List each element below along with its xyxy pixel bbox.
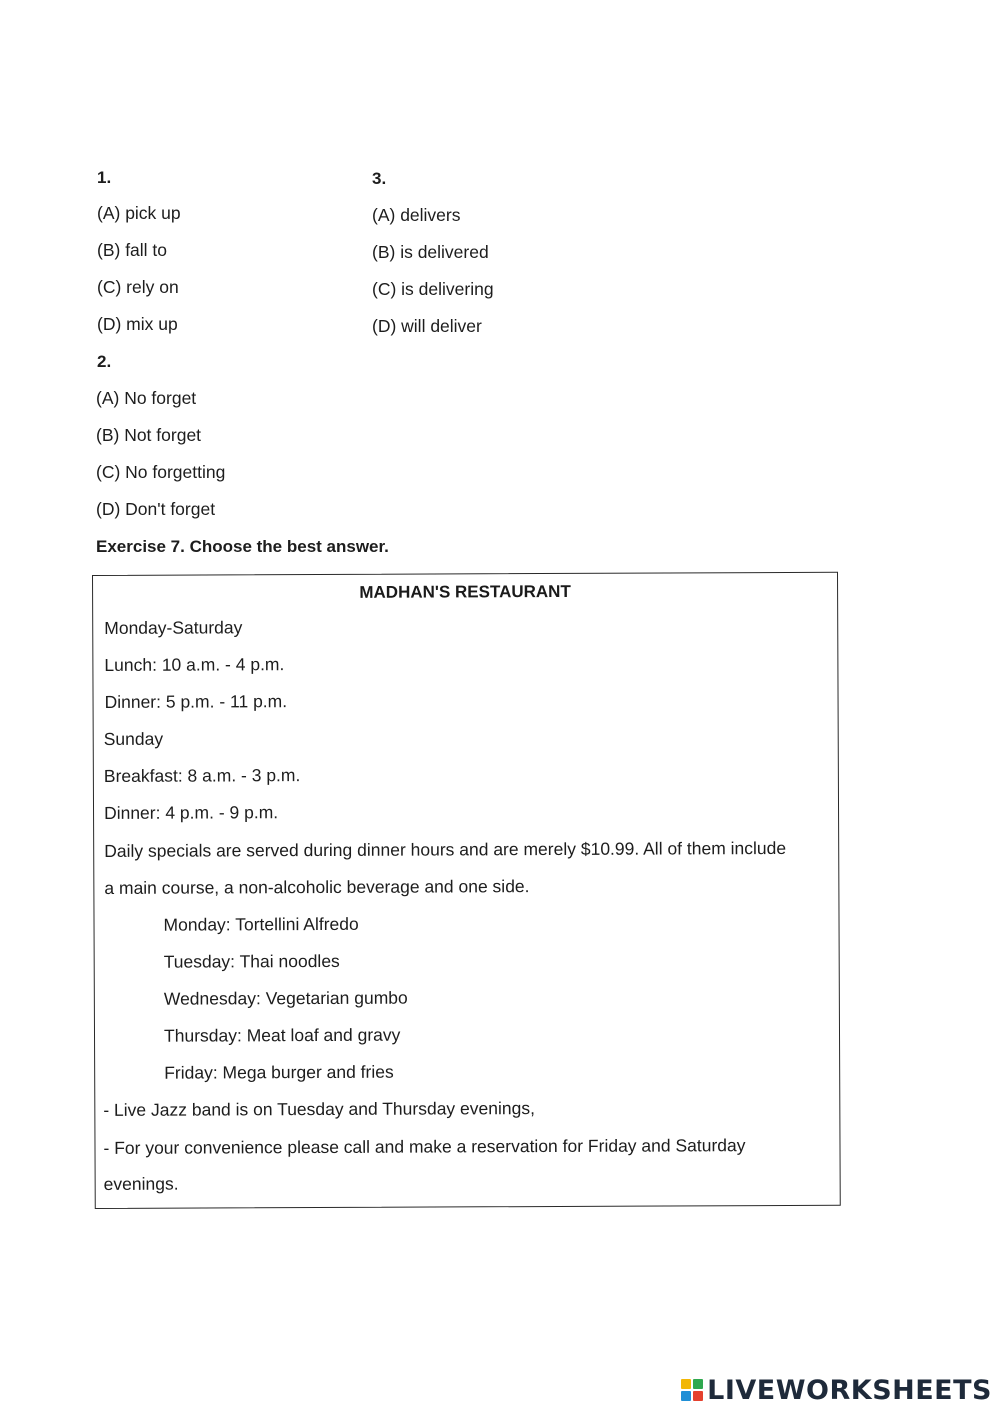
- restaurant-info-box: [92, 572, 841, 1209]
- question-3-option-a[interactable]: (A) delivers: [372, 205, 461, 225]
- menu-line-special-tuesday: Tuesday: Thai noodles: [163, 950, 340, 972]
- logo-square-green: [693, 1379, 703, 1389]
- question-2-option-b[interactable]: (B) Not forget: [96, 425, 202, 445]
- menu-line-special-wednesday: Wednesday: Vegetarian gumbo: [163, 987, 408, 1009]
- question-1-number: 1.: [97, 168, 112, 187]
- question-3-option-c[interactable]: (C) is delivering: [372, 279, 494, 299]
- question-1-option-b[interactable]: (B) fall to: [97, 240, 168, 260]
- menu-line-weekday-header: Monday-Saturday: [104, 617, 243, 638]
- menu-line-sunday-breakfast: Breakfast: 8 a.m. - 3 p.m.: [103, 765, 301, 786]
- menu-line-specials-intro: Daily specials are served during dinner hours and are merely $10.99. All of them include: [104, 837, 787, 861]
- question-2-option-d[interactable]: (D) Don't forget: [96, 499, 216, 519]
- logo-square-red: [693, 1391, 703, 1401]
- logo-square-yellow: [681, 1379, 691, 1389]
- question-3-option-d[interactable]: (D) will deliver: [372, 316, 482, 336]
- liveworksheets-logo-icon: [681, 1379, 703, 1401]
- menu-line-reservation-note: - For your convenience please call and make a reservation for Friday and Saturday: [103, 1135, 746, 1158]
- menu-line-sunday-dinner: Dinner: 4 p.m. - 9 p.m.: [103, 802, 279, 823]
- menu-line-special-monday: Monday: Tortellini Alfredo: [163, 913, 359, 935]
- question-1-option-a[interactable]: (A) pick up: [97, 203, 181, 223]
- question-1-option-c[interactable]: (C) rely on: [97, 277, 179, 297]
- menu-line-weekday-lunch: Lunch: 10 a.m. - 4 p.m.: [104, 654, 285, 675]
- question-3-option-b[interactable]: (B) is delivered: [372, 242, 489, 262]
- question-3-number: 3.: [372, 169, 387, 188]
- menu-line-specials-detail: a main course, a non-alcoholic beverage and one side.: [104, 876, 530, 898]
- logo-square-blue: [681, 1391, 691, 1401]
- liveworksheets-logo: [681, 1375, 992, 1405]
- menu-line-jazz-note: - Live Jazz band is on Tuesday and Thursday evenings,: [103, 1098, 535, 1120]
- menu-line-special-friday: Friday: Mega burger and fries: [164, 1061, 394, 1083]
- menu-line-weekday-dinner: Dinner: 5 p.m. - 11 p.m.: [104, 691, 288, 712]
- restaurant-title: MADHAN'S RESTAURANT: [359, 581, 571, 602]
- menu-line-sunday-header: Sunday: [103, 728, 164, 749]
- question-1-option-d[interactable]: (D) mix up: [97, 314, 178, 334]
- question-2-option-c[interactable]: (C) No forgetting: [96, 462, 226, 482]
- question-2-number: 2.: [97, 352, 112, 371]
- exercise-7-heading: Exercise 7. Choose the best answer.: [96, 537, 389, 556]
- liveworksheets-logo-text: LIVEWORKSHEETS: [707, 1374, 992, 1406]
- question-2-option-a[interactable]: (A) No forget: [96, 388, 197, 408]
- menu-line-reservation-note-cont: evenings.: [103, 1173, 179, 1194]
- menu-line-special-thursday: Thursday: Meat loaf and gravy: [163, 1024, 401, 1046]
